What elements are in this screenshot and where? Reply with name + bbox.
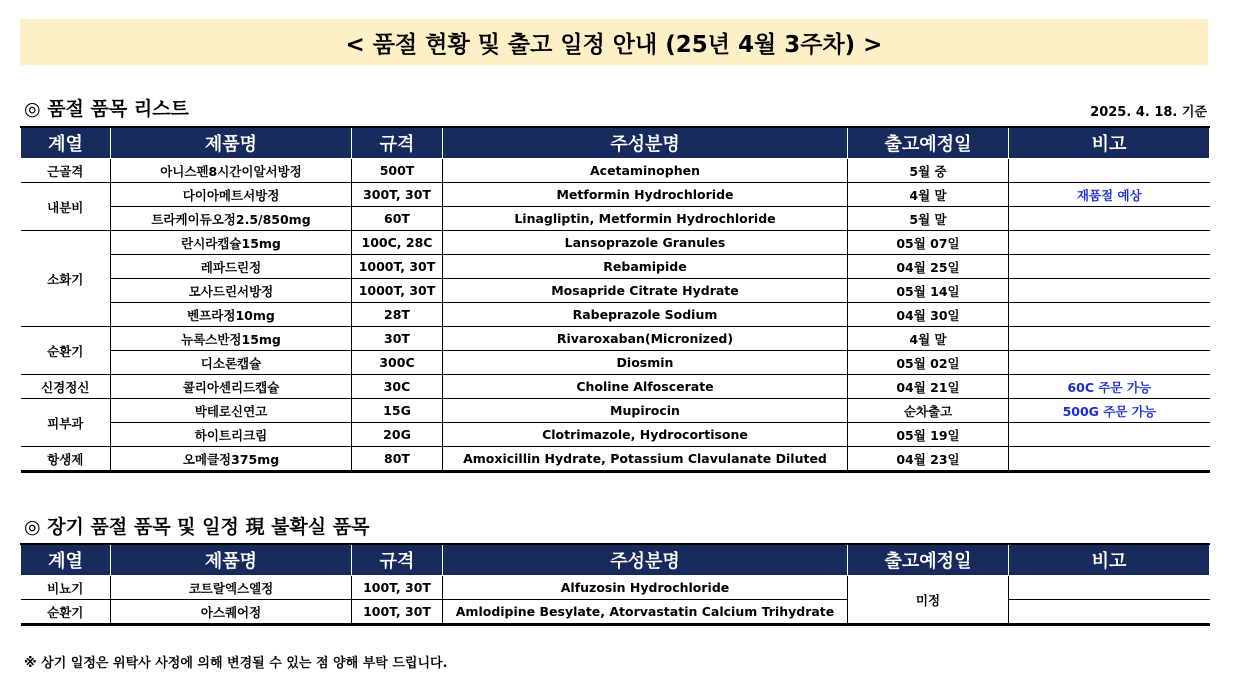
ingredient-cell: Rabeprazole Sodium [443,303,848,327]
spec-cell: 15G [352,399,443,423]
spec-cell: 300C [352,351,443,375]
ingredient-cell: Rivaroxaban(Micronized) [443,327,848,351]
spec-cell: 100T, 30T [352,576,443,600]
header-category: 계열 [21,544,111,576]
table-row [21,207,1210,231]
release-cell: 미정 [848,576,1009,625]
release-cell: 05월 02일 [848,351,1009,375]
page-title: < 품절 현황 및 출고 일정 안내 (25년 4월 3주차) > [345,31,883,58]
spec-cell: 60T [352,207,443,231]
release-cell: 4월 말 [848,327,1009,351]
table-row [21,303,1210,327]
product-cell: 레파드린정 [111,255,352,279]
product-cell: 아니스펜8시간이알서방정 [111,159,352,183]
header-ingredient: 주성분명 [443,127,848,159]
note-cell [1009,423,1210,447]
spec-cell: 100C, 28C [352,231,443,255]
release-cell: 5월 중 [848,159,1009,183]
table-row [21,351,1210,375]
spec-cell: 30C [352,375,443,399]
table-row [21,423,1210,447]
ingredient-cell: Amlodipine Besylate, Atorvastatin Calcium Trihydrate [443,600,848,625]
product-cell: 박테로신연고 [111,399,352,423]
spec-cell: 28T [352,303,443,327]
release-cell: 05월 19일 [848,423,1009,447]
category-cell: 순환기 [21,327,111,375]
product-cell: 코트랄엑스엘정 [111,576,352,600]
table-row [21,231,1210,255]
ingredient-cell: Acetaminophen [443,159,848,183]
release-cell: 5월 말 [848,207,1009,231]
table-row [21,183,1210,207]
note-cell: 500G 주문 가능 [1009,399,1210,423]
product-cell: 콜리아센리드캡슐 [111,375,352,399]
ingredient-cell: Clotrimazole, Hydrocortisone [443,423,848,447]
release-cell: 05월 07일 [848,231,1009,255]
long-term-soldout-table [20,543,1210,626]
header-product: 제품명 [111,544,352,576]
ingredient-cell: Lansoprazole Granules [443,231,848,255]
note-cell [1009,576,1210,600]
release-cell: 04월 23일 [848,447,1009,472]
header-release-date: 출고예정일 [848,544,1009,576]
header-release-date: 출고예정일 [848,127,1009,159]
release-cell: 05월 14일 [848,279,1009,303]
ingredient-cell: Mupirocin [443,399,848,423]
product-cell: 모사드린서방정 [111,279,352,303]
table-row [21,576,1210,600]
note-cell [1009,327,1210,351]
table-row [21,600,1210,625]
category-cell: 순환기 [21,600,111,625]
product-cell: 디소론캡슐 [111,351,352,375]
spec-cell: 30T [352,327,443,351]
note-cell: 60C 주문 가능 [1009,375,1210,399]
table-row [21,327,1210,351]
note-cell [1009,255,1210,279]
spec-cell: 500T [352,159,443,183]
section-title-long-term-soldout: ◎ 장기 품절 품목 및 일정 現 불확실 품목 [24,516,370,538]
spec-cell: 20G [352,423,443,447]
ingredient-cell: Diosmin [443,351,848,375]
header-note: 비고 [1009,127,1210,159]
table-header-row [21,544,1210,576]
note-cell [1009,351,1210,375]
release-cell: 04월 25일 [848,255,1009,279]
product-cell: 트라케이듀오정2.5/850mg [111,207,352,231]
table-row [21,255,1210,279]
category-cell: 근골격 [21,159,111,183]
footnote: ※ 상기 일정은 위탁사 사정에 의해 변경될 수 있는 점 양해 부탁 드립니다. [24,656,448,671]
table-row [21,159,1210,183]
release-cell: 순차출고 [848,399,1009,423]
table-row [21,375,1210,399]
release-cell: 04월 30일 [848,303,1009,327]
category-cell: 피부과 [21,399,111,447]
category-cell: 내분비 [21,183,111,231]
product-cell: 벤프라정10mg [111,303,352,327]
ingredient-cell: Rebamipide [443,255,848,279]
note-cell: 재품절 예상 [1009,183,1210,207]
category-cell: 소화기 [21,231,111,327]
note-cell [1009,447,1210,472]
header-ingredient: 주성분명 [443,544,848,576]
spec-cell: 1000T, 30T [352,255,443,279]
spec-cell: 80T [352,447,443,472]
product-cell: 란시라캡슐15mg [111,231,352,255]
note-cell [1009,303,1210,327]
table-header-row [21,127,1210,159]
category-cell: 비뇨기 [21,576,111,600]
note-cell [1009,600,1210,625]
product-cell: 뉴록스반정15mg [111,327,352,351]
product-cell: 하이트리크림 [111,423,352,447]
table-row [21,447,1210,472]
ingredient-cell: Linagliptin, Metformin Hydrochloride [443,207,848,231]
note-cell [1009,231,1210,255]
spec-cell: 100T, 30T [352,600,443,625]
ingredient-cell: Choline Alfoscerate [443,375,848,399]
note-cell [1009,207,1210,231]
header-spec: 규격 [352,127,443,159]
ingredient-cell: Metformin Hydrochloride [443,183,848,207]
soldout-table [20,126,1210,473]
release-cell: 4월 말 [848,183,1009,207]
note-cell [1009,159,1210,183]
header-spec: 규격 [352,544,443,576]
ingredient-cell: Alfuzosin Hydrochloride [443,576,848,600]
section-title-soldout-list: ◎ 품절 품목 리스트 [24,98,189,120]
header-note: 비고 [1009,544,1210,576]
basis-date: 2025. 4. 18. 기준 [1090,105,1207,120]
product-cell: 아스퀘어정 [111,600,352,625]
spec-cell: 300T, 30T [352,183,443,207]
release-cell: 04월 21일 [848,375,1009,399]
note-cell [1009,279,1210,303]
page-banner [20,19,1208,65]
ingredient-cell: Amoxicillin Hydrate, Potassium Clavulanate Diluted [443,447,848,472]
category-cell: 항생제 [21,447,111,472]
category-cell: 신경정신 [21,375,111,399]
spec-cell: 1000T, 30T [352,279,443,303]
product-cell: 다이아메트서방정 [111,183,352,207]
product-cell: 오메클정375mg [111,447,352,472]
ingredient-cell: Mosapride Citrate Hydrate [443,279,848,303]
table-row [21,399,1210,423]
table-row [21,279,1210,303]
header-category: 계열 [21,127,111,159]
header-product: 제품명 [111,127,352,159]
